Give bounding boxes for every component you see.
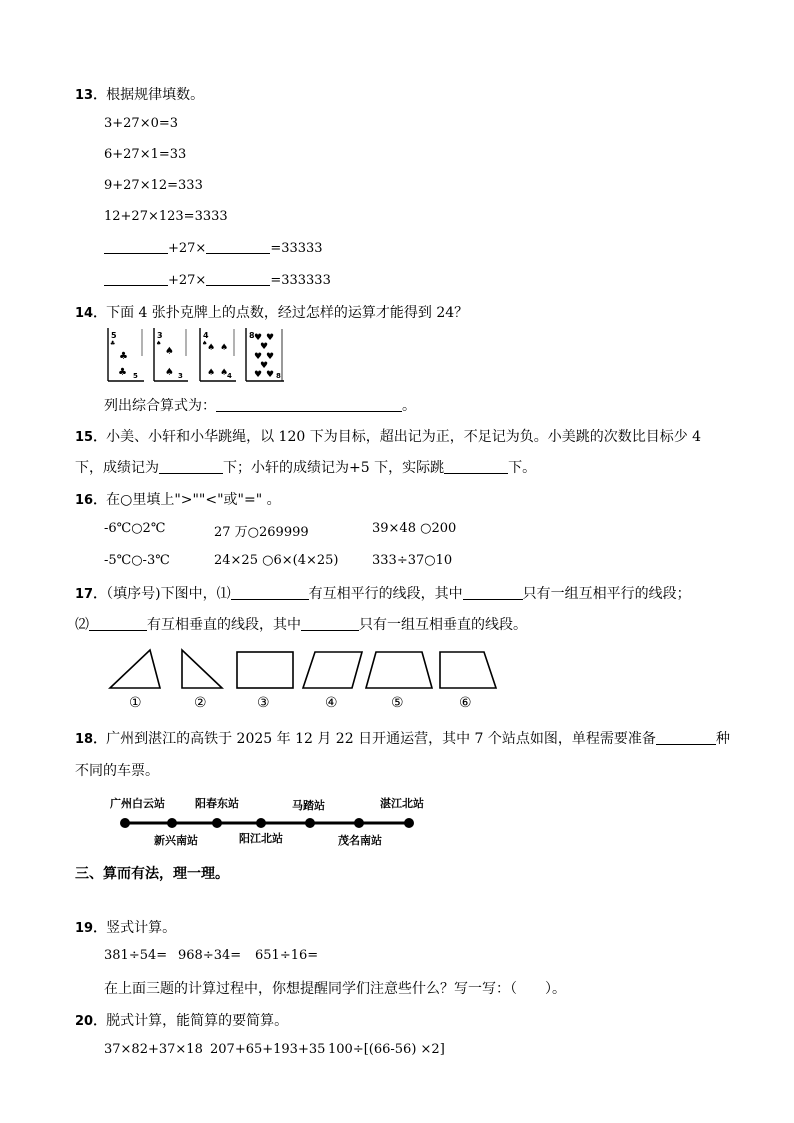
playing-card-8-hearts: [246, 328, 284, 381]
svg-text:4: 4: [227, 372, 232, 380]
club-icon: ♣: [119, 351, 128, 362]
answer-blank[interactable]: [104, 240, 168, 254]
playing-card-5-clubs: [108, 328, 144, 381]
answer-blank[interactable]: [301, 617, 359, 631]
question-number: 16: [75, 493, 94, 508]
shape-triangle: [110, 650, 160, 688]
pattern-line-4: 12+27×123=3333: [104, 209, 228, 224]
division-problem: 651÷16=: [255, 948, 319, 963]
compare-item: -5℃○-3℃: [104, 553, 170, 568]
heart-icon: ♥: [266, 352, 275, 362]
question-text: 小美、小轩和小华跳绳，以 120 下为目标，超出记为正，不足记为负。小美跳的次数比目标少 4: [106, 429, 702, 445]
answer-blank[interactable]: [89, 617, 147, 631]
question-number: 13: [75, 88, 94, 103]
station-dot: [120, 818, 130, 828]
question-number: 15: [75, 430, 94, 445]
heart-icon: ♥: [260, 361, 269, 371]
shape-label: ①: [129, 695, 142, 711]
svg-text:5: 5: [111, 331, 117, 340]
heart-icon: ♥: [254, 370, 263, 380]
answer-blank[interactable]: [231, 586, 309, 600]
station-dot: [305, 818, 315, 828]
question-19: 19．竖式计算。: [75, 920, 177, 936]
question-text: 脱式计算，能简算的要简算。: [106, 1013, 289, 1029]
question-text: 下面 4 张扑克牌上的点数，经过怎样的运算才能得到 24？: [106, 305, 469, 321]
question-number: 17: [75, 587, 94, 602]
spade-icon: ♠: [165, 367, 174, 378]
compare-item: 27 万○269999: [214, 525, 309, 540]
heart-icon: ♥: [266, 333, 275, 343]
station-dot: [256, 818, 266, 828]
playing-card-3-spades: [154, 328, 188, 381]
station-label: 马踏站: [292, 799, 325, 812]
shape-parallelogram: [303, 652, 362, 688]
spade-icon: ♠: [165, 346, 174, 357]
question-18-line-2: 不同的车票。: [75, 763, 159, 779]
question-20: 20．脱式计算，能简算的要简算。: [75, 1013, 289, 1029]
shape-label: ⑤: [391, 695, 404, 711]
compare-item: -6℃○2℃: [104, 521, 166, 536]
playing-cards-figure: [104, 326, 284, 384]
question-number: 18: [75, 732, 94, 747]
station-label: 阳春东站: [195, 797, 239, 810]
answer-blank[interactable]: [444, 460, 508, 474]
station-label: 茂名南站: [338, 834, 382, 847]
answer-blank[interactable]: [159, 460, 223, 474]
calculation-problem: 100÷[(66-56) ×2]: [328, 1042, 445, 1057]
question-text: 竖式计算。: [106, 920, 177, 936]
club-icon: ♣: [110, 340, 116, 347]
svg-text:5: 5: [133, 372, 138, 380]
question-18: 18．广州到湛江的高铁于 2025 年 12 月 22 日开通运营，其中 7 个站点如图，单程需要准备 种: [75, 731, 730, 747]
compare-item: 333÷37○10: [372, 553, 453, 568]
station-dot: [354, 818, 364, 828]
division-problem: 968÷34=: [178, 948, 242, 963]
question-text: 在○里填上">""<"或"=" 。: [106, 492, 281, 508]
answer-blank[interactable]: [206, 240, 270, 254]
calculation-problem: 207+65+193+35: [210, 1042, 326, 1057]
svg-text:3: 3: [178, 372, 183, 380]
question-16: 16．在○里填上">""<"或"=" 。: [75, 492, 281, 508]
question-number: 20: [75, 1014, 94, 1029]
pattern-line-2: 6+27×1=33: [104, 147, 187, 162]
question-number: 19: [75, 921, 94, 936]
shape-trapezoid: [366, 652, 432, 688]
station-dot: [167, 818, 177, 828]
station-dot: [404, 818, 414, 828]
question-15: 15．小美、小轩和小华跳绳，以 120 下为目标，超出记为正，不足记为负。小美跳的次数比目标少 4: [75, 429, 702, 445]
answer-line: 列出综合算式为： 。: [104, 398, 416, 414]
answer-blank[interactable]: [216, 398, 402, 412]
station-label: 湛江北站: [380, 797, 424, 810]
heart-icon: ♥: [254, 352, 263, 362]
shape-label: ④: [325, 695, 338, 711]
quadrilaterals-figure: [100, 646, 510, 712]
station-label: 广州白云站: [110, 797, 165, 810]
pattern-line-1: 3+27×0=3: [104, 116, 179, 131]
heart-icon: ♥: [254, 333, 263, 343]
svg-text:8: 8: [276, 372, 281, 380]
shape-label: ⑥: [459, 695, 472, 711]
shape-right-trapezoid: [440, 652, 496, 688]
question-text: 根据规律填数。: [106, 87, 205, 103]
question-number: 14: [75, 306, 94, 321]
svg-text:4: 4: [203, 331, 209, 340]
spade-icon: ♠: [207, 343, 216, 353]
shape-rectangle: [237, 652, 293, 688]
heart-icon: ♥: [266, 370, 275, 380]
division-problem: 381÷54=: [104, 948, 168, 963]
pattern-line-3: 9+27×12=333: [104, 178, 203, 193]
pattern-fill-line-1: +27× =33333: [104, 240, 323, 256]
shape-label: ③: [257, 695, 270, 711]
pattern-fill-line-2: +27× =333333: [104, 272, 331, 288]
answer-blank[interactable]: [463, 586, 523, 600]
reflection-prompt: 在上面三题的计算过程中，你想提醒同学们注意些什么？写一写：（ ）。: [104, 981, 566, 997]
calculation-problem: 37×82+37×18: [104, 1042, 203, 1057]
question-14: 14．下面 4 张扑克牌上的点数，经过怎样的运算才能得到 24？: [75, 305, 469, 321]
shape-label: ②: [194, 695, 207, 711]
question-15-line-2: 下，成绩记为 下；小轩的成绩记为+5 下，实际跳 下。: [75, 460, 537, 476]
playing-card-4-spades: [200, 328, 236, 381]
svg-text:8: 8: [249, 331, 255, 340]
spade-icon: ♠: [220, 368, 229, 378]
svg-text:3: 3: [157, 331, 163, 340]
railway-station-map: [104, 790, 444, 854]
spade-icon: ♠: [202, 340, 208, 347]
spade-icon: ♠: [207, 368, 216, 378]
spade-icon: ♠: [156, 340, 162, 347]
spade-icon: ♠: [220, 343, 229, 353]
question-17-line-2: ⑵ 有互相垂直的线段，其中 只有一组互相垂直的线段。: [75, 617, 527, 633]
shape-right-triangle: [182, 650, 222, 688]
question-13: 13．根据规律填数。: [75, 87, 205, 103]
club-icon: ♣: [118, 367, 127, 378]
heart-icon: ♥: [260, 342, 269, 352]
section-heading: 三、算而有法，理一理。: [75, 866, 229, 882]
answer-blank[interactable]: [656, 731, 716, 745]
answer-blank[interactable]: [206, 272, 270, 286]
compare-item: 39×48 ○200: [372, 521, 457, 536]
station-dot: [212, 818, 222, 828]
answer-blank[interactable]: [104, 272, 168, 286]
station-label: 新兴南站: [154, 834, 198, 847]
station-label: 阳江北站: [239, 832, 283, 845]
question-17: 17．（填序号)下图中，⑴ 有互相平行的线段，其中 只有一组互相平行的线段；: [75, 586, 691, 602]
compare-item: 24×25 ○6×(4×25): [214, 553, 339, 568]
